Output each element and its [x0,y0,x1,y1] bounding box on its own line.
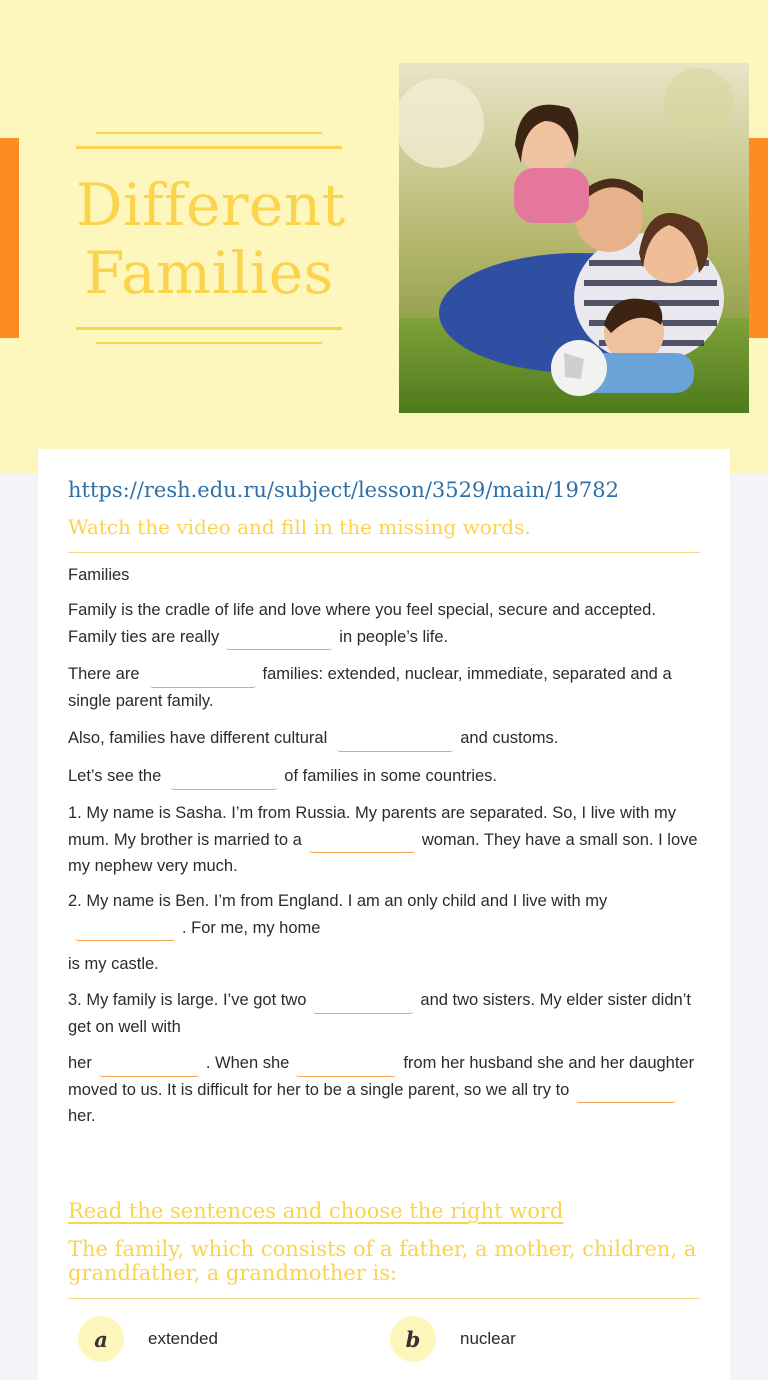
p3-text-b: and customs. [460,729,559,747]
p6-text-b: . For me, my home [182,918,321,937]
paragraph-5 [68,800,700,880]
p9-text-c: from her husband she and her daughter moved to us. It is difficult for her to be a single parent, so we all try to [68,1054,695,1099]
paragraph-8 [68,987,700,1040]
lesson-link[interactable]: https://resh.edu.ru/subject/lesson/3529/main/19782 [68,478,619,502]
blank-9-input[interactable] [296,1051,396,1077]
task2-divider [68,1298,700,1299]
p4-text-b: of families in some countries. [284,767,498,785]
page-title [76,149,346,327]
title-rule-bottom-thick [76,327,342,330]
p5-text-a: 1. My name is Sasha. I’m from Russia. My parents are separated. So, I live with my mum. My brother is married to a [68,804,676,849]
task2-title: Read the sentences and choose the right word [68,1199,564,1223]
p2-text-b: families: extended, nuclear, immediate, separated and a single parent family. [68,665,672,710]
title-block [76,132,346,344]
right-accent-bar [749,138,768,338]
option-b-label[interactable]: nuclear [460,1329,516,1348]
p3-text-a: Also, families have different cultural [68,729,328,747]
blank-1-input[interactable] [226,624,332,650]
paragraph-6 [68,888,700,941]
p9-text-d: her. [68,1107,96,1126]
family-photo [399,63,749,413]
p8-text-b: and two sisters. My elder sister didn’t get on well with [68,991,691,1036]
paragraph-7: is my castle. [68,955,159,973]
task1-divider [68,552,700,553]
blank-8-input[interactable] [99,1051,199,1077]
p9-text-a: her [68,1054,92,1072]
worksheet-card [38,449,730,1380]
p8-text-a: 3. My family is large. I’ve got two [68,991,307,1009]
task2-question: The family, which consists of a father, a mother, children, a grandfather, a grandmother is: [68,1237,697,1285]
family-photo-icon [399,63,749,413]
p1-text-a: Family is the cradle of life and love where you feel special, secure and accepted. Family ties are really [68,601,656,646]
p1-text-b: in people’s life. [339,627,449,646]
p5-text-b: woman. They have a small son. I love my nephew very much. [68,830,698,876]
p6-text-a: 2. My name is Ben. I’m from England. I am an only child and I live with my [68,892,608,910]
paragraph-9 [68,1050,700,1130]
paragraph-3 [68,725,700,752]
text-heading: Families [68,566,130,584]
paragraph-1 [68,597,700,650]
blank-6-input[interactable] [75,915,175,941]
blank-10-input[interactable] [576,1077,676,1103]
header-banner [0,0,768,474]
title-rule-top-thin [96,132,322,134]
option-b[interactable] [390,1316,516,1362]
blank-4-input[interactable] [171,764,277,790]
option-a[interactable] [78,1316,218,1362]
option-a-badge[interactable]: a [78,1316,124,1362]
blank-2-input[interactable] [150,662,256,688]
paragraph-2 [68,661,700,714]
left-accent-bar [0,138,19,338]
blank-7-input[interactable] [313,988,413,1014]
paragraph-4 [68,763,700,790]
p9-text-b: . When she [205,1054,290,1072]
p4-text-a: Let’s see the [68,767,162,785]
blank-3-input[interactable] [337,726,453,752]
title-line-2: Families [84,239,334,307]
p2-text-a: There are [68,665,140,683]
option-a-label[interactable]: extended [148,1329,218,1348]
title-rule-bottom-thin [96,342,322,344]
blank-5-input[interactable] [309,827,415,853]
task1-instruction: Watch the video and fill in the missing words. [68,515,531,539]
option-b-badge[interactable]: b [390,1316,436,1362]
title-line-1: Different [76,171,346,239]
